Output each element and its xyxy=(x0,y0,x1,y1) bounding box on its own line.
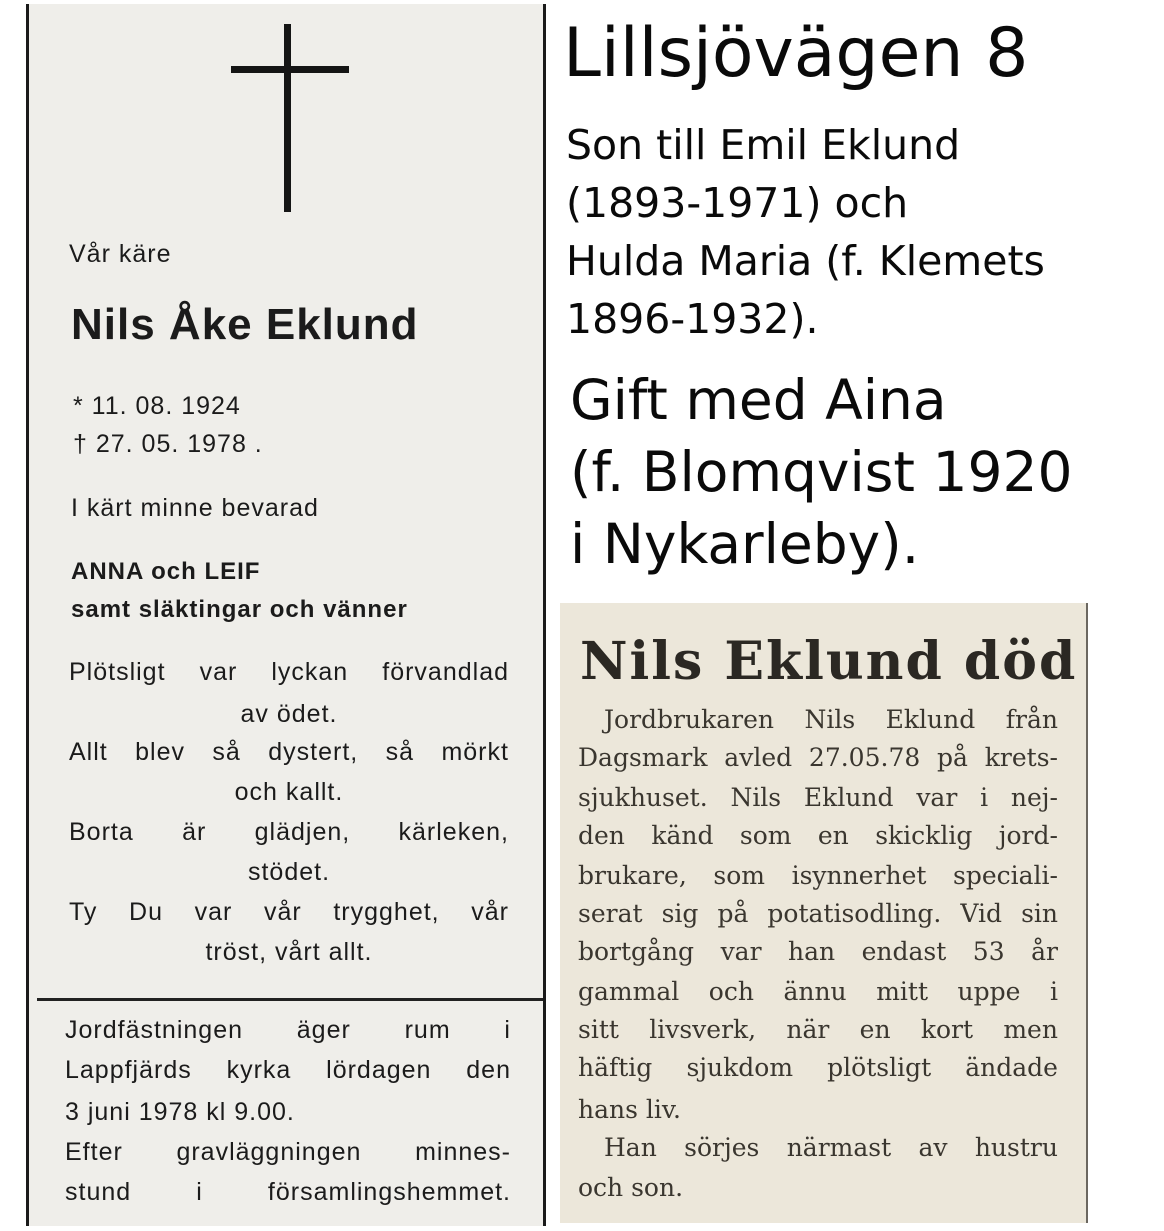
word: var xyxy=(194,898,233,926)
death-notice-clipping xyxy=(26,4,546,1226)
word: sig xyxy=(661,899,699,928)
address-heading: Lillsjövägen 8 xyxy=(563,14,1029,93)
word: som xyxy=(739,821,792,850)
word: på xyxy=(937,743,968,772)
word: från xyxy=(1005,705,1058,734)
article-line xyxy=(578,899,1058,928)
word: Du xyxy=(129,898,163,926)
spouse-line: Gift med Aina xyxy=(570,368,947,432)
word: Jordfästningen xyxy=(65,1016,244,1044)
word: uppe xyxy=(957,977,1021,1006)
word: och xyxy=(708,977,754,1006)
word: i xyxy=(504,1016,511,1044)
word: dystert, xyxy=(268,738,359,766)
word: trygghet, xyxy=(333,898,440,926)
word: stund xyxy=(65,1178,132,1206)
poem-line: och kallt. xyxy=(234,778,344,806)
word: på xyxy=(717,899,749,928)
word: jord- xyxy=(998,821,1058,850)
word: endast xyxy=(861,937,947,966)
word: Nils xyxy=(730,783,782,812)
article-line xyxy=(578,743,1058,772)
word: som xyxy=(713,861,765,890)
word: minnes- xyxy=(415,1138,511,1166)
word: den xyxy=(578,821,625,850)
word: serat xyxy=(578,899,643,928)
news-headline: Nils Eklund död xyxy=(580,631,1078,692)
word: lördagen xyxy=(326,1056,432,1084)
article-line: hans liv. xyxy=(578,1095,681,1124)
word: kärleken, xyxy=(398,818,509,846)
word: var xyxy=(199,658,238,686)
word: Eklund xyxy=(803,783,894,812)
article-line xyxy=(578,977,1058,1006)
article-line xyxy=(578,1015,1058,1044)
word: en xyxy=(859,1015,891,1044)
word: Nils xyxy=(804,705,856,734)
death-date: † 27. 05. 1978 . xyxy=(73,430,263,458)
funeral-line: 3 juni 1978 kl 9.00. xyxy=(65,1098,295,1126)
article-line xyxy=(578,1053,1058,1082)
word: närmast xyxy=(786,1133,892,1162)
word: 27.05.78 xyxy=(808,743,921,772)
poem-line: stödet. xyxy=(247,858,331,886)
spouse-line: (f. Blomqvist 1920 xyxy=(570,440,1073,504)
word: avled xyxy=(724,743,793,772)
word: gravläggningen xyxy=(176,1138,362,1166)
word: men xyxy=(1003,1015,1058,1044)
word: krets- xyxy=(984,743,1058,772)
word: lyckan xyxy=(271,658,349,686)
word: är xyxy=(182,818,207,846)
funeral-line xyxy=(65,1138,511,1167)
poem-line xyxy=(69,818,509,847)
word: sitt xyxy=(578,1015,619,1044)
notice-divider xyxy=(37,998,543,1001)
word: känd xyxy=(651,821,714,850)
article-line xyxy=(578,937,1058,966)
word: Dagsmark xyxy=(578,743,708,772)
word: förvandlad xyxy=(382,658,509,686)
funeral-line xyxy=(65,1178,511,1207)
word: var xyxy=(916,783,958,812)
word: kort xyxy=(920,1015,974,1044)
word: sjukhuset. xyxy=(578,783,708,812)
notice-intro: Vår käre xyxy=(69,240,172,268)
parents-line: (1893-1971) och xyxy=(566,179,909,227)
word: isynnerhet xyxy=(791,861,927,890)
article-line xyxy=(578,861,1058,890)
word: sin xyxy=(1021,899,1058,928)
word: var xyxy=(720,937,762,966)
word: sörjes xyxy=(684,1133,760,1162)
poem-line: tröst, vårt allt. xyxy=(205,938,373,966)
word: ännu xyxy=(783,977,847,1006)
word: gammal xyxy=(578,977,680,1006)
word: rum xyxy=(404,1016,451,1044)
word: hustru xyxy=(974,1133,1058,1162)
word: Lappfjärds xyxy=(65,1056,192,1084)
word: plötsligt xyxy=(827,1053,932,1082)
word: kyrka xyxy=(226,1056,292,1084)
word: av xyxy=(918,1133,948,1162)
mourners-relatives: samt släktingar och vänner xyxy=(71,596,408,623)
word: Vid xyxy=(960,899,1003,928)
word: livsverk, xyxy=(649,1015,757,1044)
word: sjukdom xyxy=(686,1053,794,1082)
word: år xyxy=(1031,937,1058,966)
word: församlingshemmet. xyxy=(267,1178,511,1206)
word: mitt xyxy=(876,977,928,1006)
word: Efter xyxy=(65,1138,123,1166)
word: vår xyxy=(471,898,509,926)
word: bortgång xyxy=(578,937,695,966)
parents-line: 1896-1932). xyxy=(566,295,819,343)
word: Han xyxy=(604,1133,657,1162)
memory-line: I kärt minne bevarad xyxy=(71,494,319,522)
word: äger xyxy=(296,1016,351,1044)
poem-line xyxy=(69,658,509,687)
word: skicklig xyxy=(875,821,973,850)
parents-line: Son till Emil Eklund xyxy=(566,121,961,169)
word: Ty xyxy=(69,898,98,926)
parents-line: Hulda Maria (f. Klemets xyxy=(566,237,1045,285)
word: glädjen, xyxy=(254,818,351,846)
word: blev xyxy=(135,738,186,766)
mourners-family: ANNA och LEIF xyxy=(71,558,261,585)
word: speciali- xyxy=(953,861,1058,890)
word: den xyxy=(466,1056,511,1084)
cross-icon xyxy=(229,24,359,214)
word: Eklund xyxy=(885,705,976,734)
word: vår xyxy=(263,898,302,926)
word: han xyxy=(788,937,836,966)
word: brukare, xyxy=(578,861,687,890)
word: mörkt xyxy=(441,738,509,766)
spouse-line: i Nykarleby). xyxy=(570,512,920,576)
word: Plötsligt xyxy=(69,658,166,686)
article-line xyxy=(578,821,1058,850)
article-line xyxy=(578,783,1058,812)
poem-line: av ödet. xyxy=(240,700,338,728)
word: Jordbrukaren xyxy=(604,705,774,734)
word: i xyxy=(980,783,989,812)
poem-line xyxy=(69,738,509,767)
news-clipping xyxy=(560,603,1088,1223)
word: ändade xyxy=(965,1053,1058,1082)
word: så xyxy=(385,738,415,766)
word: så xyxy=(212,738,241,766)
word: i xyxy=(196,1178,203,1206)
word: en xyxy=(817,821,849,850)
word: när xyxy=(786,1015,830,1044)
funeral-line xyxy=(65,1016,511,1045)
poem-line xyxy=(69,898,509,927)
deceased-name: Nils Åke Eklund xyxy=(71,300,419,349)
word: Borta xyxy=(69,818,134,846)
word: Allt xyxy=(69,738,108,766)
article-line: och son. xyxy=(578,1173,684,1202)
word: 53 xyxy=(972,937,1005,966)
word: häftig xyxy=(578,1053,653,1082)
word: nej- xyxy=(1010,783,1058,812)
word: i xyxy=(1049,977,1058,1006)
word: potatisodling. xyxy=(767,899,942,928)
article-line xyxy=(604,1133,1058,1162)
article-line xyxy=(604,705,1058,734)
birth-date: * 11. 08. 1924 xyxy=(73,392,241,420)
funeral-line xyxy=(65,1056,511,1085)
